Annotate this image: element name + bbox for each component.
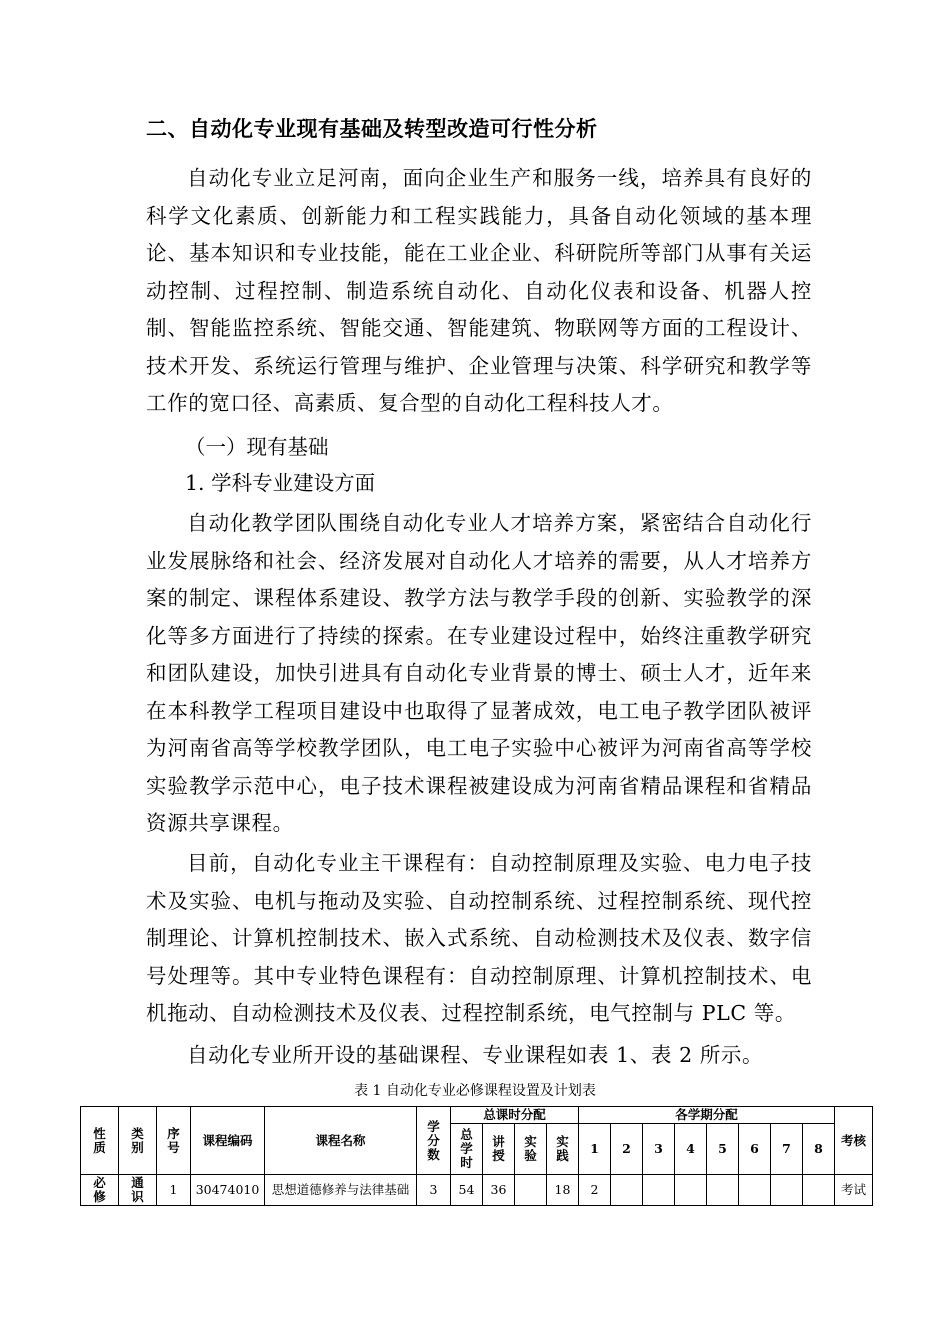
cell-practice: 18	[547, 1175, 579, 1206]
header-semester-5: 5	[707, 1124, 739, 1175]
table-reference-paragraph	[146, 1037, 812, 1075]
cell-semester-2	[611, 1175, 643, 1206]
cell-semester-3	[643, 1175, 675, 1206]
header-semester-4: 4	[675, 1124, 707, 1175]
courses-paragraph	[146, 845, 812, 1033]
cell-semester-6	[739, 1175, 771, 1206]
table-reference-paragraph-text: 自动化专业所开设的基础课程、专业课程如表 1、表 2 所示。	[187, 1043, 764, 1067]
table-caption: 表 1 自动化专业必修课程设置及计划表	[354, 1083, 596, 1099]
courses-paragraph-text: 目前，自动化专业主干课程有：自动控制原理及实验、电力电子技术及实验、电机与拖动及实验、自动控制系统、过程控制系统、现代控制理论、计算机控制技术、嵌入式系统、自动检测技术及仪表、数字信号处理等。其中专业特色课程有：自动控制原理、计算机控制技术、电机拖动、自动检测技术及仪表、过程控制系统，电气控制与 PLC 等。	[146, 851, 812, 1025]
header-category: 类别	[119, 1107, 157, 1175]
header-total-hours: 总学时	[451, 1124, 483, 1175]
cell-semester-7	[771, 1175, 803, 1206]
cell-exam: 考试	[835, 1175, 873, 1206]
header-semester-1: 1	[579, 1124, 611, 1175]
header-semester-7: 7	[771, 1124, 803, 1175]
course-plan-table	[80, 1106, 873, 1206]
header-credit: 学分数	[417, 1107, 451, 1175]
cell-semester-8	[803, 1175, 835, 1206]
cell-nature: 必修	[81, 1175, 119, 1206]
cell-semester-4	[675, 1175, 707, 1206]
cell-course-name: 思想道德修养与法律基础	[265, 1175, 417, 1206]
header-seq: 序号	[157, 1107, 191, 1175]
header-hours-group: 总课时分配	[451, 1107, 579, 1124]
intro-paragraph	[146, 160, 812, 423]
cell-credit: 3	[417, 1175, 451, 1206]
header-nature: 性质	[81, 1107, 119, 1175]
header-experiment: 实验	[515, 1124, 547, 1175]
section-heading: 二、自动化专业现有基础及转型改造可行性分析	[146, 117, 598, 141]
cell-semester-5	[707, 1175, 739, 1206]
cell-experiment	[515, 1175, 547, 1206]
header-lecture: 讲授	[483, 1124, 515, 1175]
header-semester-2: 2	[611, 1124, 643, 1175]
header-practice: 实践	[547, 1124, 579, 1175]
subheading-existing-foundation: （一）现有基础	[185, 435, 329, 459]
header-semester-group: 各学期分配	[579, 1107, 835, 1124]
intro-paragraph-text: 自动化专业立足河南，面向企业生产和服务一线，培养具有良好的科学文化素质、创新能力和工程实践能力，具备自动化领域的基本理论、基本知识和专业技能，能在工业企业、科研院所等部门从事有关运动控制、过程控制、制造系统自动化、自动化仪表和设备、机器人控制、智能监控系统、智能交通、智能建筑、物联网等方面的工程设计、技术开发、系统运行管理与维护、企业管理与决策、科学研究和教学等工作的宽口径、高素质、复合型的自动化工程科技人才。	[146, 166, 812, 415]
header-semester-8: 8	[803, 1124, 835, 1175]
cell-semester-1: 2	[579, 1175, 611, 1206]
cell-category: 通识	[119, 1175, 157, 1206]
subheading-discipline-construction: 1. 学科专业建设方面	[185, 471, 376, 495]
header-code: 课程编码	[191, 1107, 265, 1175]
construction-paragraph	[146, 505, 812, 843]
cell-lecture: 36	[483, 1175, 515, 1206]
table-row	[81, 1175, 873, 1206]
cell-code: 30474010	[191, 1175, 265, 1206]
cell-total-hours: 54	[451, 1175, 483, 1206]
header-course-name: 课程名称	[265, 1107, 417, 1175]
cell-seq: 1	[157, 1175, 191, 1206]
construction-paragraph-text: 自动化教学团队围绕自动化专业人才培养方案，紧密结合自动化行业发展脉络和社会、经济发展对自动化人才培养的需要，从人才培养方案的制定、课程体系建设、教学方法与教学手段的创新、实验教学的深化等多方面进行了持续的探索。在专业建设过程中，始终注重教学研究和团队建设，加快引进具有自动化专业背景的博士、硕士人才，近年来在本科教学工程项目建设中也取得了显著成效，电工电子教学团队被评为河南省高等学校教学团队，电工电子实验中心被评为河南省高等学校实验教学示范中心，电子技术课程被建设成为河南省精品课程和省精品资源共享课程。	[146, 511, 812, 835]
header-semester-6: 6	[739, 1124, 771, 1175]
header-semester-3: 3	[643, 1124, 675, 1175]
header-exam: 考核	[835, 1107, 873, 1175]
